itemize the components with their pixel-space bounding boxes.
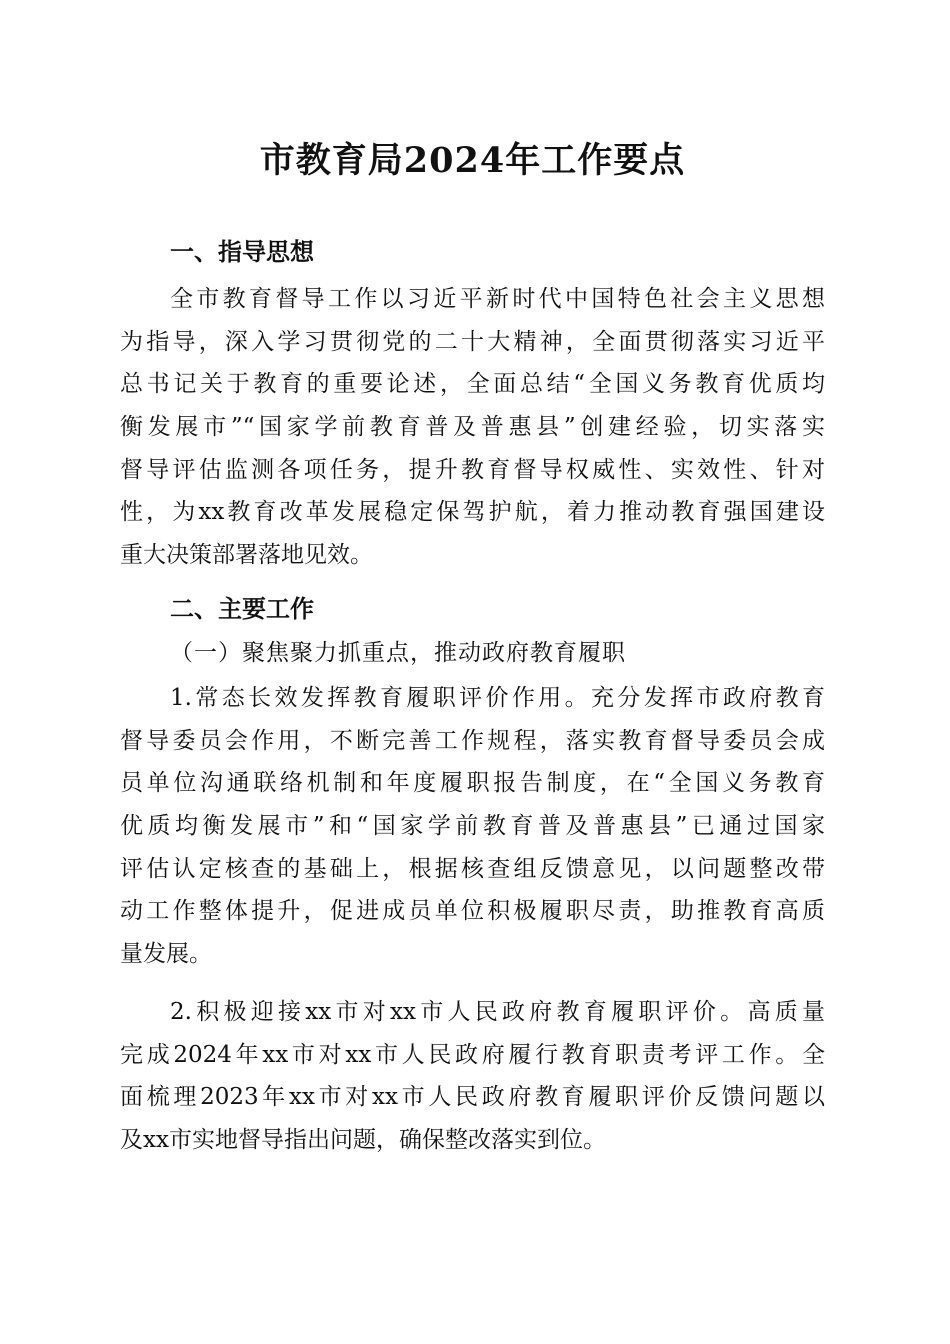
paragraph-line: 优质均衡发展市”和“国家学前教育普及普惠县”已通过国家 [120,813,825,840]
section-heading-guiding-ideology: 一、指导思想 [170,238,314,266]
paragraph-line: 及xx市实地督导指出问题，确保整改落实到位。 [120,1127,606,1154]
paragraph-line: 员单位沟通联络机制和年度履职报告制度，在“全国义务教育 [120,770,825,797]
paragraph-line: 量发展。 [120,941,212,968]
paragraph-line: 全市教育督导工作以习近平新时代中国特色社会主义思想 [170,286,825,312]
paragraph-line: 性，为xx教育改革发展稳定保驾护航，着力推动教育强国建设 [120,499,825,526]
paragraph-line: 1.常态长效发挥教育履职评价作用。充分发挥市政府教育 [170,685,825,711]
paragraph-line: 2.积极迎接xx市对xx市人民政府教育履职评价。高质量 [170,999,825,1025]
paragraph-item-2 [120,991,825,1162]
paragraph-line: 为指导，深入学习贯彻党的二十大精神，全面贯彻落实习近平 [120,328,825,355]
paragraph-guiding-ideology [120,278,825,577]
paragraph-line: 督导委员会作用，不断完善工作规程，落实教育督导委员会成 [120,727,825,754]
subsection-heading-1: （一）聚焦聚力抓重点，推动政府教育履职 [170,640,626,666]
paragraph-line: 完成2024年xx市对xx市人民政府履行教育职责考评工作。全 [120,1041,825,1068]
paragraph-line: 重大决策部署落地见效。 [120,542,373,569]
paragraph-line: 面梳理2023年xx市对xx市人民政府教育履职评价反馈问题以 [120,1084,825,1111]
paragraph-line: 动工作整体提升，促进成员单位积极履职尽责，助推教育高质 [120,898,825,925]
paragraph-line: 督导评估监测各项任务，提升教育督导权威性、实效性、针对 [120,456,825,483]
document-title: 市教育局2024年工作要点 [259,140,686,181]
section-heading-main-work: 二、主要工作 [170,595,314,623]
paragraph-line: 评估认定核查的基础上，根据核查组反馈意见，以问题整改带 [120,855,825,882]
paragraph-line: 总书记关于教育的重要论述，全面总结“全国义务教育优质均 [120,371,825,398]
paragraph-line: 衡发展市”“国家学前教育普及普惠县”创建经验，切实落实 [120,414,825,441]
paragraph-item-1 [120,677,825,976]
